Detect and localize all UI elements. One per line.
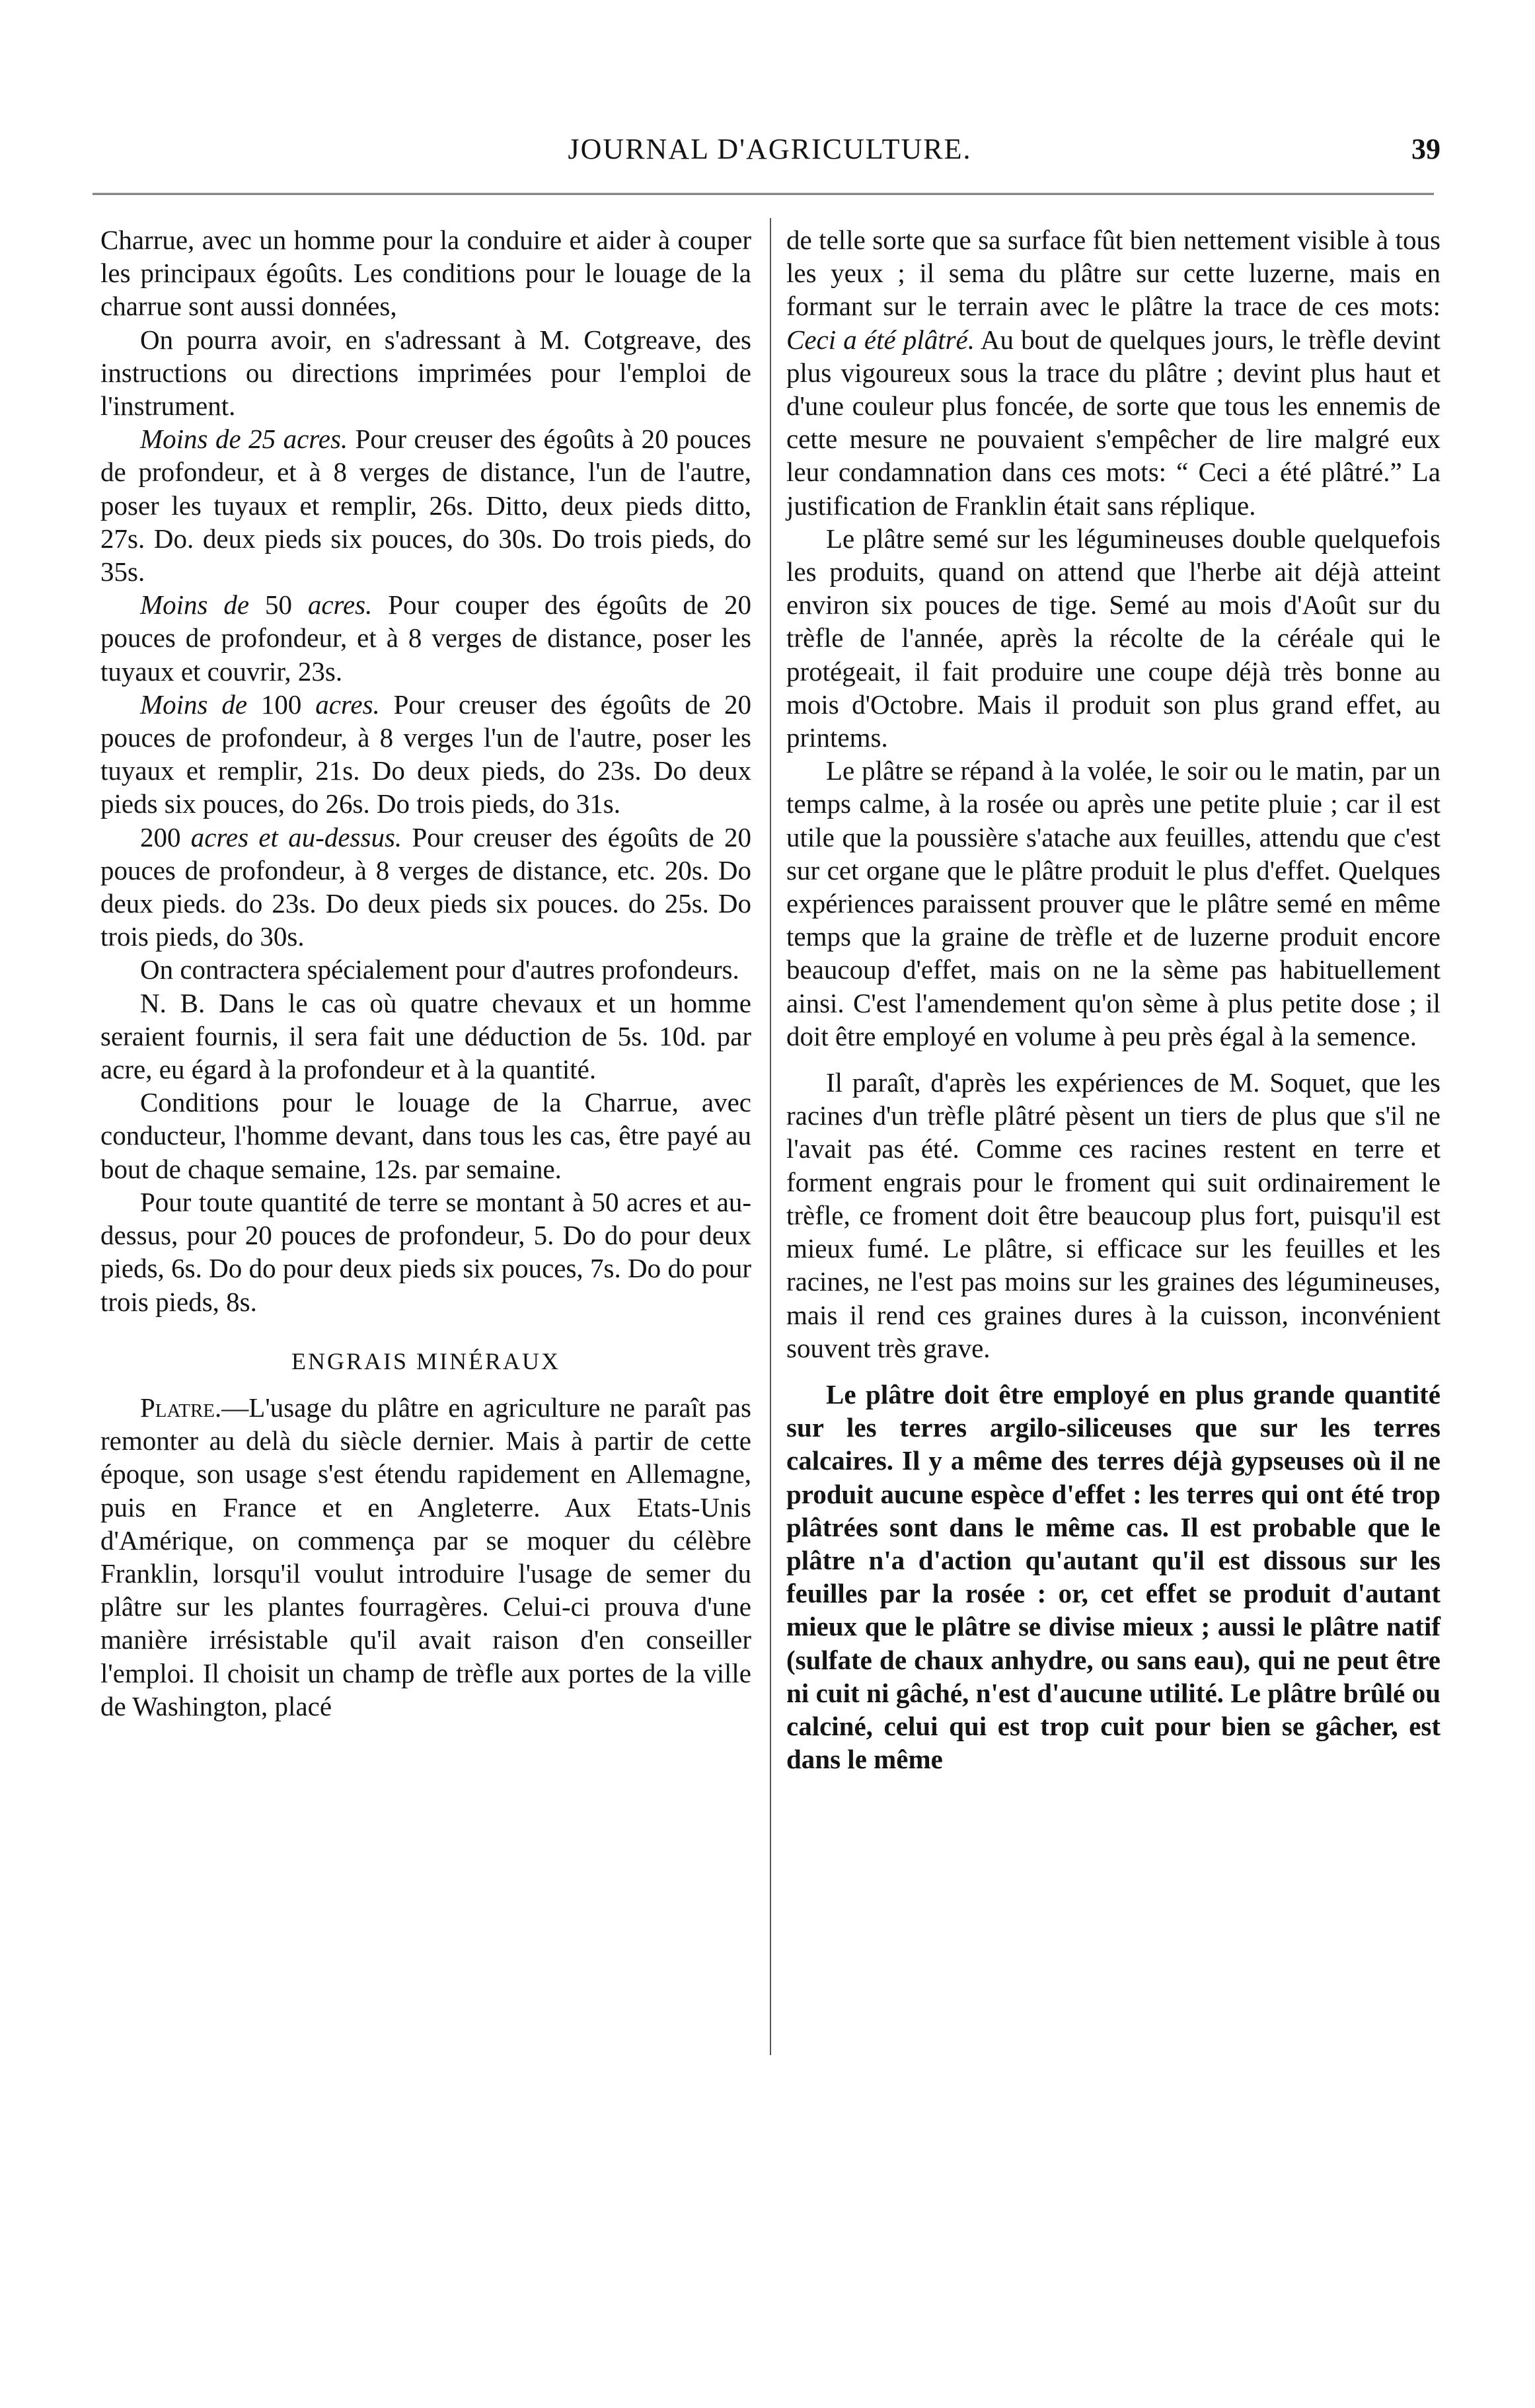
paragraph bbox=[100, 588, 751, 688]
paragraph bbox=[100, 422, 751, 588]
paragraph-body: de telle sorte que sa surface fût bien nettement visible à tous les yeux ; il sema du plâtre sur cette luzerne, mais en formant sur le terrain avec le plâtre la trace de ces mots: bbox=[786, 225, 1441, 322]
paragraph-lead: Platre. bbox=[140, 1392, 222, 1423]
paragraph-body: Pour creuser des égoûts de 20 pouces de profondeur, à 8 verges l'un de l'autre, poser les tuyaux et remplir, 21s. Do deux pieds, do 23s. Do deux pieds six pouces, do 26s. Do trois pieds, do 31s. bbox=[100, 689, 752, 819]
spacer bbox=[786, 1365, 1441, 1378]
paragraph-number: 200 bbox=[140, 821, 191, 852]
paragraph-body: Pour creuser des égoûts de 20 pouces de profondeur, à 8 verges de distance, etc. 20s. Do deux pieds. do 23s. Do deux pieds six pouces. do 25s. Do trois pieds, do 30s. bbox=[100, 821, 752, 952]
paragraph bbox=[100, 1391, 751, 1723]
paragraph-body: Pour couper des égoûts de 20 pouces de profondeur, et à 8 verges de distance, poser les tuyaux et couvrir, 23s. bbox=[100, 589, 752, 687]
paragraph-lead: Moins de bbox=[140, 689, 248, 720]
paragraph-lead: acres et au-dessus. bbox=[190, 821, 402, 852]
paragraph-body: —L'usage du plâtre en agriculture ne paraît pas remonter au delà du siècle dernier. Mais à partir de cette époque, son usage s'est étendu rapidement en Allemagne, puis en France et en Angleterre. Aux Etats-Unis d'Amérique, on commença par se moquer du célèbre Franklin, lorsqu'il voulut introduire l'usage de semer du plâtre sur les plantes fourragères. Celui-ci prouva d'une manière irrésistable qu'il avait raison d'en conseiller l'emploi. Il choisit un champ de trèfle aux portes de la ville de Washington, placé bbox=[100, 1392, 751, 1721]
paragraph-lead-unit: acres. bbox=[315, 689, 380, 720]
spacer bbox=[786, 1053, 1441, 1066]
running-title: JOURNAL D'AGRICULTURE. bbox=[568, 133, 972, 165]
paragraph: N. B. Dans le cas où quatre chevaux et un homme seraient fournis, il sera fait une déduction de 5s. 10d. par acre, eu égard à la profondeur et à la quantité. bbox=[100, 987, 751, 1085]
paragraph-body: Pour creuser des égoûts à 20 pouces de profondeur, et à 8 verges de distance, l'un de l'autre, poser les tuyaux et remplir, 26s. Ditto, deux pieds ditto, 27s. Do. deux pieds six pouces, do 30s. Do trois pieds, do 35s. bbox=[100, 424, 752, 587]
paragraph: Pour toute quantité de terre se montant à 50 acres et au-dessus, pour 20 pouces de profondeur, 5. Do do pour deux pieds, 6s. Do do pour deux pieds six pouces, 7s. Do do pour trois pieds, 8s. bbox=[100, 1186, 751, 1317]
paragraph: Charrue, avec un homme pour la conduire et aider à couper les principaux égoûts. Les conditions pour le louage de la charrue sont aussi données, bbox=[100, 225, 751, 322]
paragraph: Le plâtre semé sur les légumineuses double quelquefois les produits, quand on attend que l'herbe ait déjà atteint environ six pouces de tige. Semé au mois d'Août sur du trèfle de l'année, après la récolte de la céréale qui le protégeait, il fait produire une coupe déjà très bonne au mois d'Octobre. Mais il produit son plus grand effet, au printems. bbox=[786, 523, 1441, 753]
header-rule bbox=[93, 193, 1434, 195]
section-heading: ENGRAIS MINÉRAUX bbox=[291, 1347, 560, 1374]
paragraph bbox=[786, 223, 1441, 522]
quoted-phrase: Ceci a été plâtré. bbox=[786, 324, 975, 355]
paragraph-lead: Moins de bbox=[140, 589, 250, 621]
right-column bbox=[786, 223, 1441, 1776]
paragraph-number: 100 bbox=[247, 689, 316, 720]
paragraph bbox=[100, 821, 751, 954]
paragraph: Il paraît, d'après les expériences de M. Soquet, que les racines d'un trèfle plâtré pèsent un tiers de plus que s'il ne l'avait pas été. Comme ces racines restent en terre et forment engrais pour le froment qui suit ordinairement le trèfle, ce froment doit être beaucoup plus fort, puisqu'il est mieux fumé. Le plâtre, si efficace sur les feuilles et les racines, ne l'est pas moins sur les graines des légumineuses, mais il rend ces graines dures à la cuisson, inconvénient souvent très grave. bbox=[786, 1067, 1441, 1363]
paragraph: On contractera spécialement pour d'autres profondeurs. bbox=[140, 954, 739, 985]
paragraph-body-cont: Au bout de quelques jours, le trèfle devint plus vigoureux sous la trace du plâtre ; devint plus haut et d'une couleur plus foncée, de sorte que tous les ennemis de cette mesure ne pouvaient s'empêcher de lire malgré eux leur condamnation dans ces mots: “ Ceci a été plâtré.” La justification de Franklin était sans réplique. bbox=[786, 324, 1441, 521]
paragraph bbox=[100, 688, 751, 821]
paragraph: On pourra avoir, en s'adressant à M. Cotgreave, des instructions ou directions imprimées pour l'emploi de l'instrument. bbox=[100, 324, 751, 422]
paragraph-lead: Moins de 25 acres. bbox=[140, 424, 348, 455]
paragraph: Le plâtre se répand à la volée, le soir ou le matin, par un temps calme, à la rosée ou après une petite pluie ; car il est utile que la poussière s'atache aux feuilles, attendu que c'est sur cet organe que le plâtre produit le plus d'effet. Quelques expériences paraissent prouver que le plâtre semé en même temps que la graine de trèfle et de luzerne produit encore beaucoup d'effet, mais on ne la sème pas habituellement ainsi. C'est l'amendement qu'on sème à plus petite dose ; il doit être employé en volume à peu près égal à la semence. bbox=[786, 755, 1441, 1051]
column-divider bbox=[770, 218, 771, 2055]
paragraph: Conditions pour le louage de la Charrue, avec conducteur, l'homme devant, dans tous les cas, être payé au bout de chaque semaine, 12s. par semaine. bbox=[100, 1087, 751, 1184]
paragraph-lead-unit: acres. bbox=[307, 589, 373, 621]
paragraph: Le plâtre doit être employé en plus grande quantité sur les terres argilo-siliceuses que sur les terres calcaires. Il y a même des terres déjà gypseuses où il ne produit aucune espèce d'effet : les terres qui ont été trop plâtrées sont dans le même cas. Il est probable que le plâtre n'a d'action qu'autant qu'il est dissous sur les feuilles par la rosée : or, cet effet se produit d'autant mieux que le plâtre se divise mieux ; aussi le plâtre natif (sulfate de chaux anhydre, ou sans eau), qui ne peut être ni cuit ni gâché, n'est d'aucune utilité. Le plâtre brûlé ou calciné, celui qui est trop cuit pour bien se gâcher, est dans le même bbox=[786, 1378, 1441, 1775]
page-number: 39 bbox=[1411, 133, 1441, 165]
left-column bbox=[100, 223, 751, 1723]
page-header bbox=[93, 132, 1447, 178]
paragraph-number: 50 bbox=[249, 589, 308, 621]
